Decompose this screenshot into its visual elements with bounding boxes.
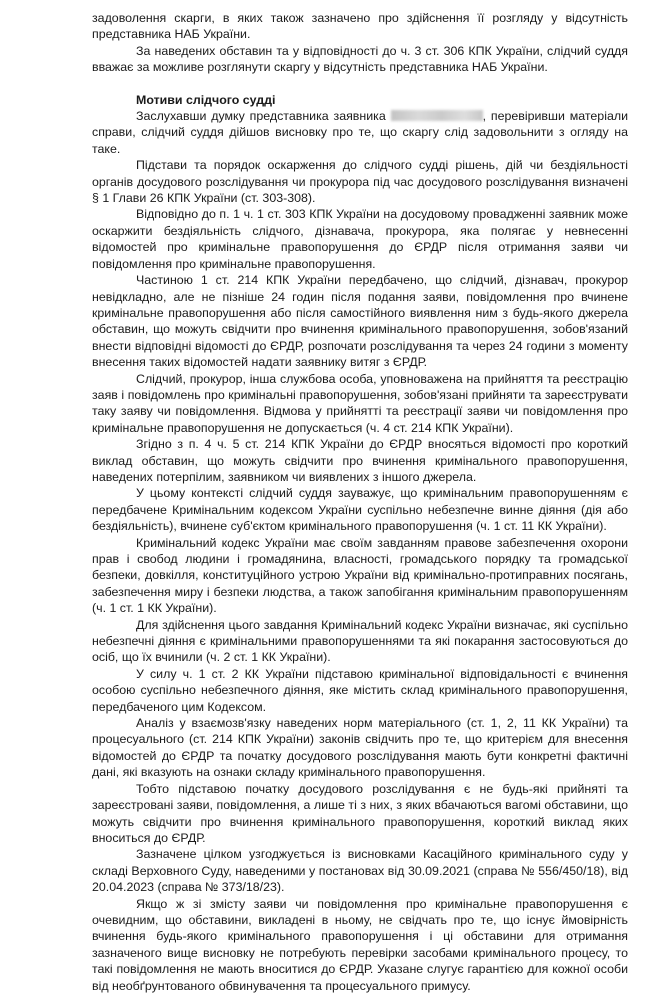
document-page bbox=[92, 10, 628, 994]
paragraph: Підстави та порядок оскарження до слідчого судді рішень, дій чи бездіяльності органів досудового розслідування чи прокурора під час досудового розслідування визначені § 1 Глави 26 КПК України (ст. 303-308). bbox=[92, 158, 628, 206]
paragraph: Кримінальний кодекс України має своїм завданням правове забезпечення охорони прав і свобод людини і громадянина, власності, громадського порядку та громадської безпеки, довкілля, конституційного устрою України від кримінально-протиправних посягань, забезпечення миру і безпеки людства, а також запобігання кримінальним правопорушенням (ч. 1 ст. 1 КК України). bbox=[92, 535, 628, 616]
redacted-name bbox=[391, 110, 483, 121]
paragraph: задоволення скарги, в яких також зазначено про здійснення її розгляду у відсутність представника НАБ України. bbox=[92, 11, 628, 42]
paragraph: У силу ч. 1 ст. 2 КК України підставою кримінальної відповідальності є вчинення особою суспільно небезпечного діяння, яке містить склад кримінального правопорушення, передбаченого цим Кодексом. bbox=[92, 666, 628, 714]
paragraph-text: Заслухавши думку представника заявника bbox=[136, 109, 386, 124]
paragraph: Слідчий, прокурор, інша службова особа, уповноважена на прийняття та реєстрацію заяв і повідомлень про кримінальні правопорушення, зобов'язані прийняти та зареєструвати таку заяву чи повідомлення. Відмова у прийнятті та реєстрації заяви чи повідомлення про кримінальне правопорушення не допускається (ч. 4 ст. 214 КПК України). bbox=[92, 371, 628, 435]
paragraph: Частиною 1 ст. 214 КПК України передбачено, що слідчий, дізнавач, прокурор невідкладно, але не пізніше 24 годин після подання заяви, повідомлення про вчинене кримінальне правопорушення або після самостійного виявлення ним з будь-якого джерела обставин, що можуть свідчити про вчинення кримінального правопорушення, зобов'язаний внести відповідні відомості до ЄРДР, розпочати розслідування та через 24 години з моменту внесення таких відомостей надати заявнику витяг з ЄРДР. bbox=[92, 273, 628, 370]
paragraph: Зазначене цілком узгоджується із висновками Касаційного кримінального суду у складі Верховного Суду, наведеними у постановах від 30.09.2021 (справа № 556/450/18), від 20.04.2023 (справа № 373/18/23). bbox=[92, 847, 628, 895]
paragraph: Заслухавши думку представника заявника , перевіривши матеріали справи, слідчий суддя дійшов висновку про те, що скаргу слід задовольнити з огляду на таке. bbox=[92, 109, 628, 156]
paragraph: Для здійснення цього завдання Кримінальний кодекс України визначає, які суспільно небезпечні діяння є кримінальними правопорушеннями та які покарання застосовуються до осіб, що їх вчинили (ч. 2 ст. 1 КК України). bbox=[92, 617, 628, 665]
paragraph: Згідно з п. 4 ч. 5 ст. 214 КПК України до ЄРДР вносяться відомості про короткий виклад обставин, що можуть свідчити про вчинення кримінального правопорушення, наведених потерпілим, заявником чи виявлених з іншого джерела. bbox=[92, 437, 628, 484]
section-heading: Мотиви слідчого судді bbox=[136, 92, 276, 107]
paragraph: Якщо ж зі змісту заяви чи повідомлення про кримінальне правопорушення є очевидним, що обставини, викладені в ньому, не свідчать про те, що існує ймовірність вчинення будь-якого кримінального правопорушення і ці обставини для отримання зазначеного вище висновку не потребують перевірки засобами кримінального процесу, то такі повідомлення не мають вноситися до ЄРДР. Указане слугує гарантією для кожної особи від необґрунтованого обвинувачення та процесуального примусу. bbox=[92, 896, 628, 993]
paragraph: Аналіз у взаємозв'язку наведених норм матеріального (ст. 1, 2, 11 КК України) та процесуального (ст. 214 КПК України) законів свідчить про те, що критерієм для внесення відомостей до ЄРДР та початку досудового розслідування мають бути конкретні фактичні дані, які вказують на ознаки складу кримінального правопорушення. bbox=[92, 716, 628, 780]
paragraph: Тобто підставою початку досудового розслідування є не будь-які прийняті та зареєстровані заяви, повідомлення, а лише ті з них, з яких вбачаються вагомі обставини, що можуть свідчити про вчинення кримінального правопорушення, короткий виклад яких вноситься до ЄРДР. bbox=[92, 781, 628, 845]
paragraph: За наведених обставин та у відповідності до ч. 3 ст. 306 КПК України, слідчий суддя вважає за можливе розглянути скаргу у відсутність представника НАБ України. bbox=[92, 43, 628, 75]
paragraph-text: перевіривши матеріали справи, слідчий суддя дійшов висновку про те, що скаргу слід задовольнити з огляду на таке. bbox=[92, 109, 628, 156]
paragraph: У цьому контексті слідчий суддя зауважує, що кримінальним правопорушенням є передбачене Кримінальним кодексом України суспільно небезпечне винне діяння (дія або бездіяльність), вчинене суб'єктом кримінального правопорушення (ч. 1 ст. 11 КК України). bbox=[92, 486, 628, 534]
paragraph: Відповідно до п. 1 ч. 1 ст. 303 КПК України на досудовому провадженні заявник може оскаржити бездіяльність слідчого, дізнавача, прокурора, яка полягає у невнесенні відомостей про кримінальне правопорушення до ЄРДР після отримання заяви чи повідомлення про кримінальне правопорушення. bbox=[92, 207, 628, 271]
